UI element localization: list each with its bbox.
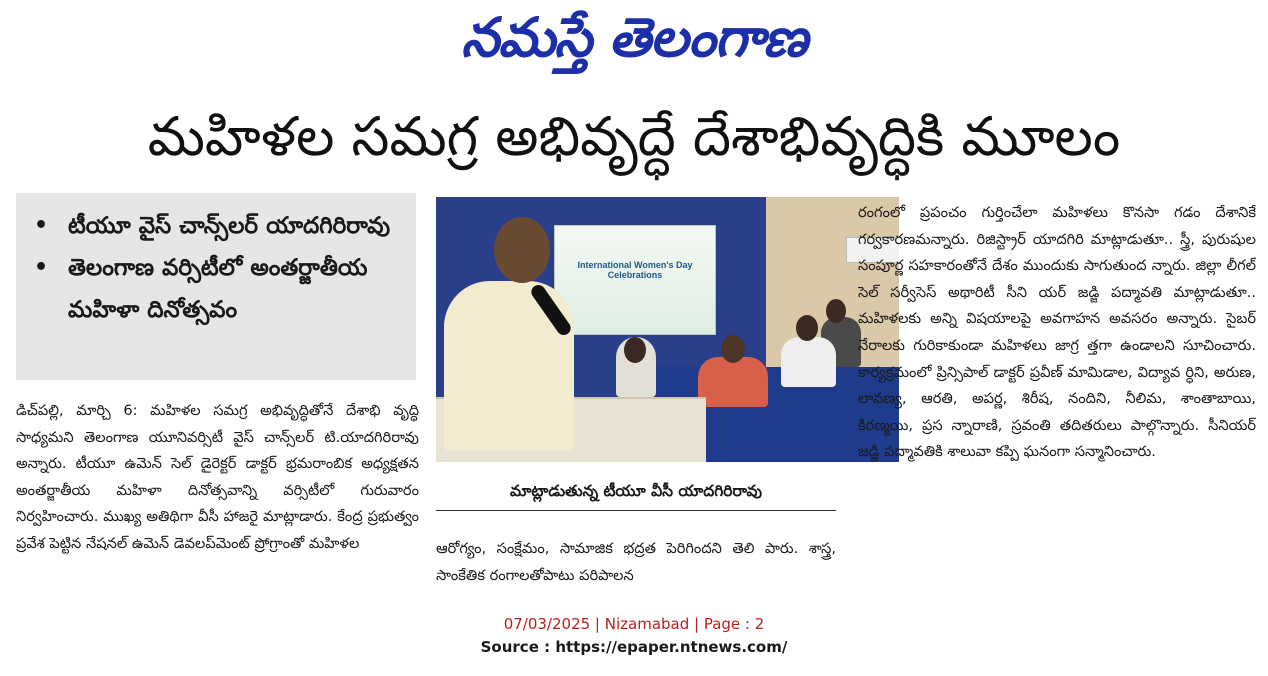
edition-info: 07/03/2025 | Nizamabad | Page : 2 — [503, 615, 765, 633]
photo-guest-head — [826, 299, 846, 323]
photo-banner: International Women's Day Celebrations — [554, 225, 716, 335]
article-column-middle — [436, 536, 836, 596]
article-text: ఆరోగ్యం, సంక్షేమం, సామాజిక భద్రత పెరిగిందని తెలి పారు. శాస్త్ర, సాంకేతిక రంగాలతోపాటు పరిపాలన — [436, 540, 836, 584]
event-photo — [436, 197, 899, 462]
highlight-item — [34, 205, 402, 247]
photo-guest-head — [721, 335, 745, 363]
photo-caption: మాట్లాడుతున్న టీయూ వీసీ యాదగిరిరావు — [436, 476, 836, 511]
bullet-icon: • — [34, 255, 49, 280]
article-headline: మహిళల సమగ్ర అభివృద్ధే దేశాభివృద్ధికి మూలం — [147, 105, 1121, 168]
article-column-left — [16, 398, 419, 598]
article-text: రంగంలో ప్రపంచం గుర్తించేలా మహిళలు కొనసా గడం దేశానికే గర్వకారణమన్నారు. రిజిస్ట్రార్ యాదగిరి మాట్లాడుతూ.. స్త్రీ, పురుషుల సంపూర్ణ సహకారంతోనే దేశం ముందుకు సాగుతుంద న్నారు. జిల్లా లీగల్ సెల్ సర్వీసెస్ అథారిటీ సీని యర్ జడ్జి పద్మావతి మాట్లాడుతూ.. మహిళలకు అన్ని విషయాలపై అవగాహన అవసరం అన్నారు. సైబర్ నేరాలకు గురికాకుండా మహిళలు జాగ్ర త్తగా ఉండాలని సూచించారు. కార్యక్రమంలో ప్రిన్సిపాల్ డాక్టర్ ప్రవీణ్ మామిడాల, విద్యావ ర్ధిని, అరుణ, లావణ్య, ఆరతి, అపర్ణ, శిరీష, నందిని, నీలిమ, శాంతాబాయి, కిరణ్మయి, ప్రస న్నారాణి, స్రవంతి తదితరులు పాల్గొన్నారు. సీనియర్ జడ్జి పద్మావతికి శాలువా కప్పి ఘనంగా సన్మానించారు. — [858, 204, 1256, 461]
bullet-icon: • — [34, 213, 49, 238]
photo-speaker-head — [494, 217, 550, 283]
masthead-logo: నమస్తే తెలంగాణ — [461, 6, 807, 69]
highlights-box — [16, 193, 416, 380]
highlight-item — [34, 247, 402, 331]
photo-guest — [698, 357, 768, 407]
source-link[interactable]: Source : https://epaper.ntnews.com/ — [480, 638, 788, 656]
article-text: డిచ్‌పల్లి, మార్చి 6: మహిళల సమగ్ర అభివృద్ధితోనే దేశాభి వృద్ధి సాధ్యమని తెలంగాణ యూనివర్సిటీ వైస్ చాన్స్‌లర్ టి.యాదగిరిరావు అన్నారు. టీయూ ఉమెన్ సెల్ డైరెక్టర్ డాక్టర్ భ్రమరాంబిక అధ్యక్షతన అంతర్జాతీయ మహిళా దినోత్సవాన్ని వర్సిటీలో గురువారం నిర్వహించారు. ముఖ్య అతిథిగా వీసీ హాజరై మాట్లాడారు. కేంద్ర ప్రభుత్వం ప్రవేశ పెట్టిన నేషనల్ ఉమెన్ డెవలప్‌మెంట్ ప్రోగ్రాంతో మహిళల — [16, 402, 419, 552]
photo-guest-head — [796, 315, 818, 341]
article-column-right — [858, 200, 1256, 596]
photo-guest-head — [624, 337, 646, 363]
highlight-text: టీయూ వైస్ చాన్స్‌లర్ యాదగిరిరావు — [68, 213, 391, 239]
photo-guest — [781, 337, 836, 387]
highlight-text: తెలంగాణ వర్సిటీలో అంతర్జాతీయ మహిళా దినోత్సవం — [68, 255, 368, 323]
